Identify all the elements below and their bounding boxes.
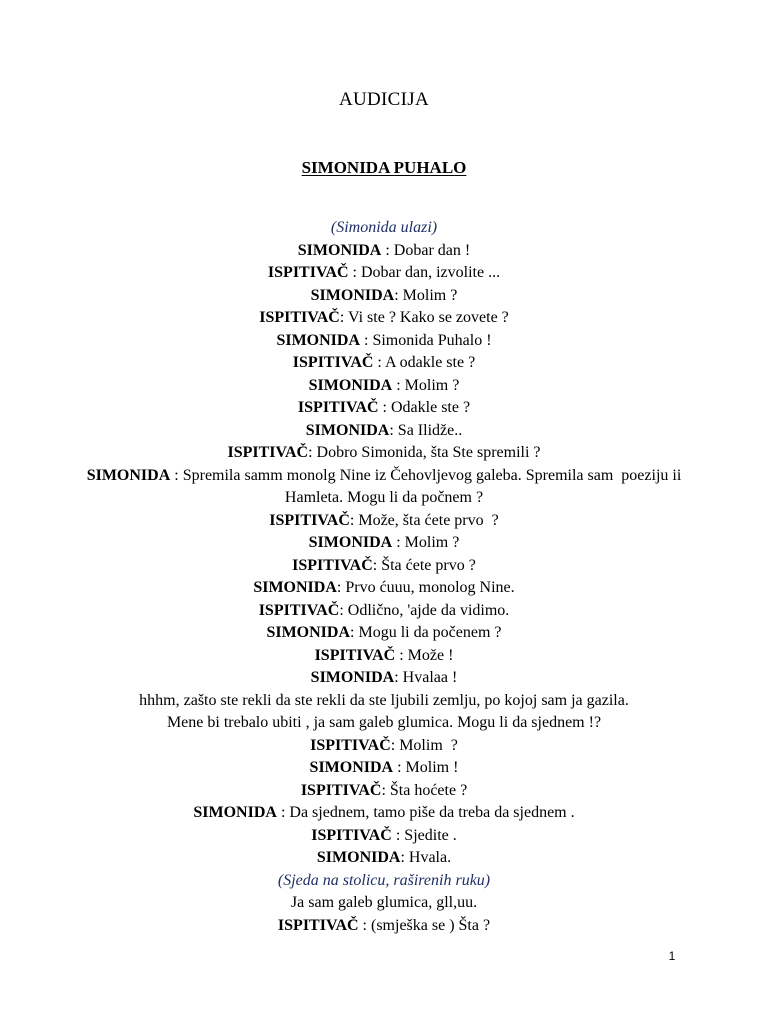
dialogue-line [60, 757, 708, 780]
script-body [60, 217, 708, 937]
speaker-name: SIMONIDA [266, 624, 351, 641]
dialogue-line [60, 442, 708, 465]
dialogue-line [60, 847, 708, 870]
speaker-name: SIMONIDA [297, 241, 382, 259]
document-subtitle [0, 156, 768, 180]
dialogue-text: : Sa Ilidže.. [389, 421, 463, 439]
dialogue-text: : Može, šta ćete prvo ? [349, 511, 499, 529]
speaker-name: ISPITIVAČ [227, 444, 309, 461]
speaker-name: ISPITIVAČ [292, 354, 374, 371]
speaker-name: SIMONIDA [276, 331, 360, 349]
page-number: 1 [668, 949, 676, 963]
monologue-line: hhhm, zašto ste rekli da ste rekli da ste ljubili zemlju, po kojoj sam ja gazila. [139, 691, 629, 709]
speaker-name: ISPITIVAČ [300, 781, 382, 799]
dialogue-text: : Šta ćete prvo ? [372, 556, 476, 574]
dialogue-text: : Odakle ste ? [378, 399, 471, 416]
dialogue-text: : A odakle ste ? [373, 354, 476, 371]
dialogue-line [60, 420, 708, 443]
speaker-name: ISPITIVAČ [258, 601, 340, 619]
dialogue-line [60, 825, 708, 848]
dialogue-line [60, 532, 708, 555]
dialogue-text: : Molim ? [392, 534, 460, 551]
speaker-name: ISPITIVAČ [297, 399, 379, 416]
dialogue-line [60, 555, 708, 578]
dialogue-line [60, 645, 708, 668]
dialogue-line [60, 780, 708, 803]
dialogue-text: : Može ! [395, 646, 454, 664]
speaker-name: SIMONIDA [253, 579, 337, 596]
dialogue-text: : Molim ? [390, 736, 458, 754]
dialogue-text: : (smješka se ) Šta ? [358, 916, 491, 934]
dialogue-line [60, 667, 708, 690]
dialogue-text: : Odlično, 'ajde da vidimo. [339, 601, 510, 619]
dialogue-line [60, 240, 708, 263]
speaker-name: ISPITIVAČ [311, 826, 392, 844]
speaker-name: ISPITIVAČ [269, 511, 350, 529]
dialogue-line [60, 600, 708, 623]
subtitle-text: SIMONIDA PUHALO [301, 158, 467, 177]
stage-direction: (Simonida ulazi) [330, 219, 438, 236]
dialogue-line [60, 510, 708, 533]
dialogue-line [60, 465, 708, 510]
dialogue-line [60, 307, 708, 330]
speaker-name: ISPITIVAČ [314, 646, 396, 664]
speaker-name: SIMONIDA [193, 804, 277, 821]
speaker-name: ISPITIVAČ [292, 556, 373, 574]
dialogue-text: : Sjedite . [391, 826, 457, 844]
dialogue-text: : Dobar dan, izvolite ... [348, 264, 501, 281]
monologue-line: Mene bi trebalo ubiti , ja sam galeb glumica. Mogu li da sjednem !? [166, 714, 602, 731]
speaker-name: SIMONIDA [86, 466, 171, 484]
dialogue-text: : Šta hoćete ? [381, 781, 468, 799]
speaker-name: SIMONIDA [308, 376, 393, 394]
dialogue-text: : Dobro Simonida, šta Ste spremili ? [308, 444, 541, 461]
speaker-name: ISPITIVAČ [259, 309, 340, 326]
dialogue-line [60, 262, 708, 285]
dialogue-text: : Simonida Puhalo ! [360, 331, 492, 349]
document-title: AUDICIJA [338, 89, 429, 110]
speaker-name: SIMONIDA [309, 759, 394, 776]
speaker-name: ISPITIVAČ [310, 736, 391, 754]
dialogue-text: : Hvala. [400, 849, 452, 866]
dialogue-line [60, 622, 708, 645]
speaker-name: SIMONIDA [310, 286, 395, 304]
dialogue-text: : Molim ? [394, 286, 458, 304]
dialogue-text: : Mogu li da počenem ? [350, 624, 502, 641]
dialogue-line [60, 802, 708, 825]
dialogue-text: : Dobar dan ! [381, 241, 471, 259]
speaker-name: SIMONIDA [316, 849, 401, 866]
speaker-name: SIMONIDA [310, 669, 395, 686]
dialogue-text: : Molim ? [392, 376, 460, 394]
speaker-name: SIMONIDA [308, 534, 393, 551]
dialogue-line [60, 735, 708, 758]
dialogue-text: : Hvalaa ! [394, 669, 458, 686]
dialogue-line [60, 375, 708, 398]
speaker-name: ISPITIVAČ [267, 264, 349, 281]
dialogue-line [60, 330, 708, 353]
speaker-name: ISPITIVAČ [277, 916, 359, 934]
dialogue-line [60, 397, 708, 420]
dialogue-line [60, 285, 708, 308]
dialogue-text: : Prvo ćuuu, monolog Nine. [336, 579, 515, 596]
dialogue-text: : Vi ste ? Kako se zovete ? [339, 309, 509, 326]
stage-direction: (Sjeda na stolicu, raširenih ruku) [277, 871, 491, 889]
dialogue-text: : Da sjednem, tamo piše da treba da sjednem . [276, 804, 575, 821]
speaker-name: SIMONIDA [305, 421, 390, 439]
dialogue-line [60, 915, 708, 938]
dialogue-text: : Molim ! [393, 759, 459, 776]
dialogue-line [60, 352, 708, 375]
dialogue-line [60, 577, 708, 600]
monologue-line: Ja sam galeb glumica, gll,uu. [290, 894, 478, 911]
dialogue-text: : Spremila samm monolg Nine iz Čehovljevog galeba. Spremila sam poeziju ii Hamleta. Mogu li da počnem ? [170, 466, 686, 506]
